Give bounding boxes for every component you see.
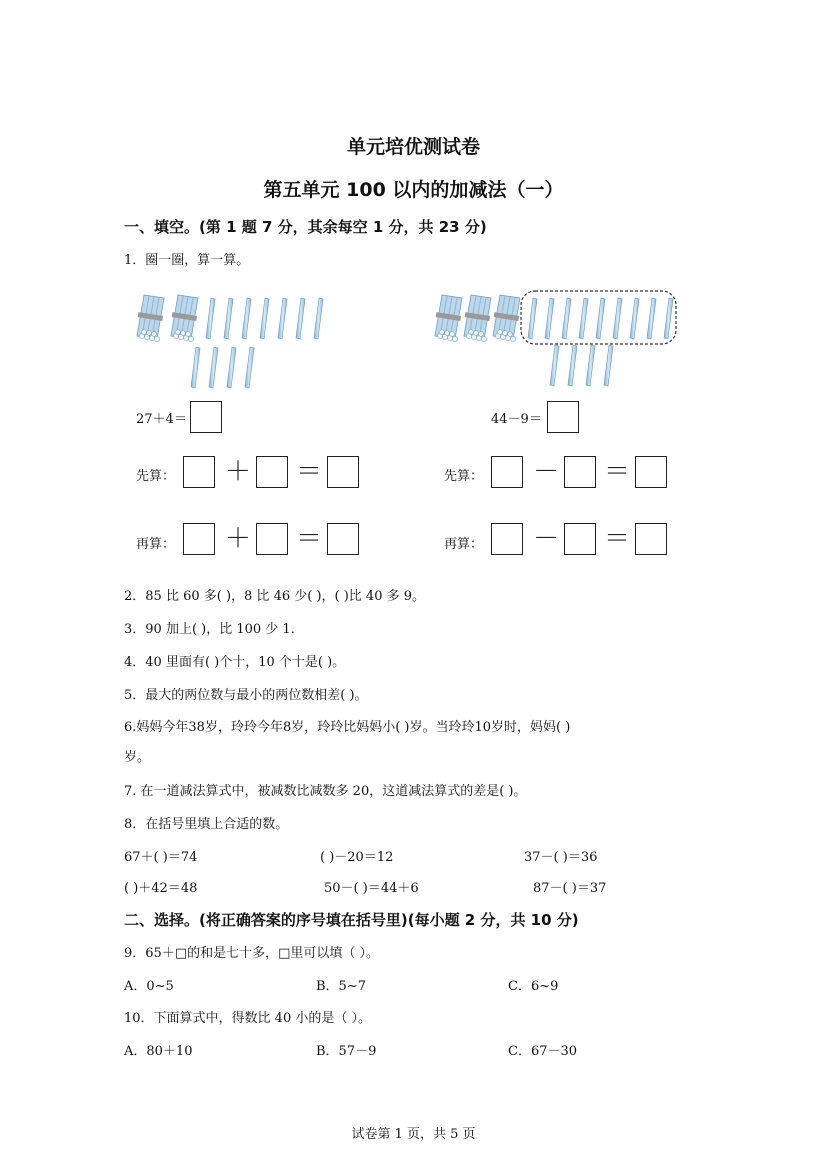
right-first-box-1[interactable] [491,456,523,488]
fill-item: ( )＋42＝48 [124,881,198,896]
right-then-label: 再算： [444,537,484,552]
left-first-box-2[interactable] [256,456,288,488]
question-3: 3．90 加上( )，比 100 少 1． [124,622,304,637]
fill-item: 50－( )＝44＋6 [324,881,419,896]
option-a[interactable]: A．0~5 [124,979,174,994]
option-b[interactable]: B．57－9 [316,1044,377,1059]
section-2-heading: 二、选择。(将正确答案的序号填在括号里)(每小题 2 分，共 10 分) [124,911,579,929]
ten-bundle-icon [435,295,462,342]
ten-bundle-icon [137,295,164,342]
equals-sign: ＝ [604,524,631,554]
left-then-label: 再算： [136,537,176,552]
right-then-box-3[interactable] [635,523,667,555]
page-title: 单元培优测试卷 [346,136,480,158]
fill-item: 37－( )＝36 [524,850,598,865]
question-5: 5．最大的两位数与最小的两位数相差( )。 [124,688,368,703]
page-subtitle: 第五单元 100 以内的加减法（一） [263,179,564,201]
left-answer-box[interactable] [190,401,222,433]
right-then-box-2[interactable] [564,523,596,555]
left-equation-label: 27＋4＝ [136,412,187,427]
ten-bundle-icon [493,295,520,342]
right-first-box-3[interactable] [635,456,667,488]
question-2: 2．85 比 60 多( )，8 比 46 少( )，( )比 40 多 9。 [124,589,425,604]
plus-sign: ＋ [225,457,252,487]
option-c[interactable]: C．6~9 [508,979,559,994]
option-a[interactable]: A．80＋10 [124,1044,193,1059]
equals-sign: ＝ [296,524,323,554]
sticks-illustration-left [134,290,364,390]
right-answer-box[interactable] [547,401,579,433]
left-first-label: 先算： [136,469,176,484]
equals-sign: ＝ [604,457,631,487]
right-equation-label: 44－9＝ [491,412,542,427]
question-9: 9．65＋□的和是七十多，□里可以填（ ）。 [124,946,380,961]
equals-sign: ＝ [296,457,323,487]
left-then-box-2[interactable] [256,523,288,555]
question-6-line-1: 6.妈妈今年38岁，玲玲今年8岁，玲玲比妈妈小( )岁。当玲玲10岁时，妈妈( ) [124,720,571,735]
question-7: 7. 在一道减法算式中，被减数比减数多 20，这道减法算式的差是( )。 [124,784,527,799]
left-first-box-3[interactable] [327,456,359,488]
left-then-box-3[interactable] [327,523,359,555]
right-first-label: 先算： [444,469,484,484]
question-6-line-2: 岁。 [124,750,151,765]
question-10: 10．下面算式中，得数比 40 小的是（ ）。 [124,1011,371,1026]
fill-item: 67＋( )＝74 [124,850,198,865]
ten-bundle-icon [171,295,198,342]
plus-sign: ＋ [225,524,252,554]
minus-sign: － [533,524,560,554]
option-c[interactable]: C．67－30 [508,1044,578,1059]
right-then-box-1[interactable] [491,523,523,555]
question-1: 1．圈一圈，算一算。 [124,253,250,268]
fill-item: 87－( )＝37 [533,881,607,896]
page-footer: 试卷第 1 页，共 5 页 [351,1127,476,1142]
minus-sign: － [533,457,560,487]
ten-bundle-icon [464,295,491,342]
question-8: 8．在括号里填上合适的数。 [124,817,289,832]
left-first-box-1[interactable] [183,456,215,488]
question-4: 4．40 里面有( )个十，10 个十是( )。 [124,655,346,670]
right-first-box-2[interactable] [564,456,596,488]
fill-item: ( )－20＝12 [320,850,394,865]
section-1-heading: 一、填空。(第 1 题 7 分，其余每空 1 分，共 23 分) [124,218,487,236]
left-then-box-1[interactable] [183,523,215,555]
sticks-illustration-right [432,288,702,390]
option-b[interactable]: B．5~7 [316,979,366,994]
